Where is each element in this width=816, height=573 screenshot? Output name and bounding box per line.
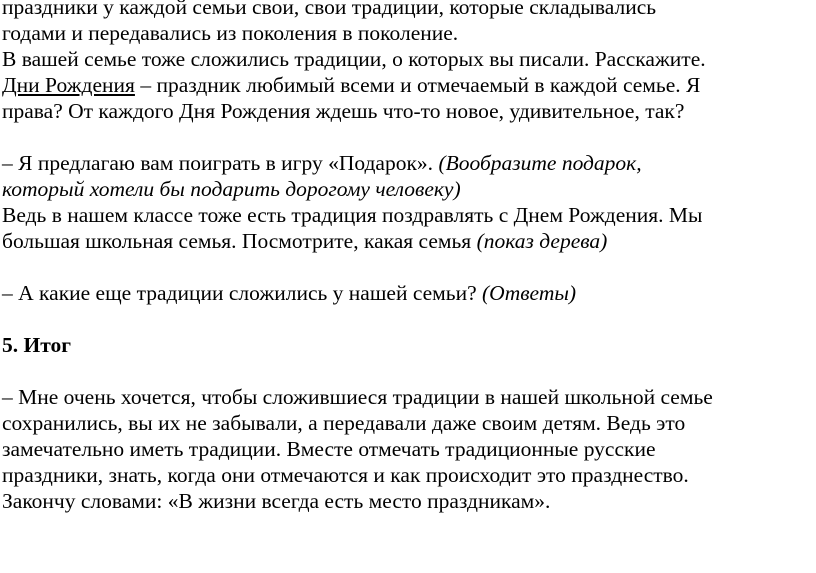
text-line: В вашей семье тоже сложились традиции, о которых вы писали. Расскажите. <box>2 47 706 71</box>
underlined-term: Дни Рождения <box>2 73 135 97</box>
text-line: права? От каждого Дня Рождения ждешь что-то новое, удивительное, так? <box>2 99 685 123</box>
text-line: годами и передавались из поколения в поколение. <box>2 21 459 45</box>
text-line: замечательно иметь традиции. Вместе отмечать традиционные русские <box>2 437 656 461</box>
paragraph-traditions <box>0 0 816 124</box>
text-line <box>0 280 816 306</box>
paragraph-conclusion <box>0 384 816 514</box>
paragraph-spacer <box>0 254 816 280</box>
text-span: большая школьная семья. Посмотрите, какая семья <box>2 229 477 253</box>
text-span: – Я предлагаю вам поиграть в игру «Подарок». <box>2 151 439 175</box>
paragraph-game <box>0 150 816 254</box>
text-line: праздники, знать, когда они отмечаются и как происходит это празднество. <box>2 463 689 487</box>
text-span: – праздник любимый всеми и отмечаемый в каждой семье. Я <box>134 73 701 97</box>
section-heading: 5. Итог <box>2 333 72 357</box>
italic-note: (Вообразите подарок, <box>438 151 642 175</box>
text-span: – А какие еще традиции сложились у нашей семьи? <box>2 281 483 305</box>
italic-note: который хотели бы подарить дорогому человеку) <box>2 177 461 201</box>
text-line: Ведь в нашем классе тоже есть традиция поздравлять с Днем Рождения. Мы <box>2 203 703 227</box>
paragraph-spacer <box>0 358 816 384</box>
italic-note: (показ дерева) <box>476 229 608 253</box>
text-line: – Мне очень хочется, чтобы сложившиеся традиции в нашей школьной семье <box>2 385 713 409</box>
paragraph-spacer <box>0 306 816 332</box>
paragraph-question <box>0 280 816 306</box>
text-line <box>0 150 816 176</box>
text-line <box>0 228 816 254</box>
text-line <box>0 72 816 98</box>
paragraph-spacer <box>0 124 816 150</box>
text-line: Закончу словами: «В жизни всегда есть место праздникам». <box>2 489 551 513</box>
text-line: сохранились, вы их не забывали, а передавали даже своим детям. Ведь это <box>2 411 686 435</box>
italic-note: (Ответы) <box>482 281 577 305</box>
text-line: праздники у каждой семьи свои, свои традиции, которые складывались <box>2 0 657 19</box>
